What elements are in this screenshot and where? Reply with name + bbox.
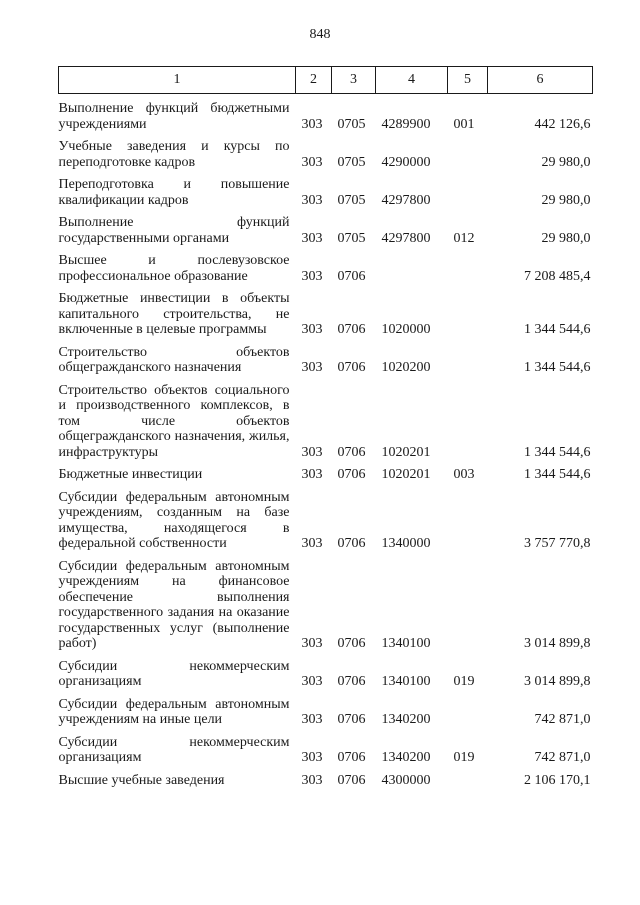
table-row (59, 139, 593, 177)
row-col-3: 0705 (337, 154, 366, 170)
header-col-3: 3 (332, 67, 376, 94)
table-row (59, 490, 593, 559)
row-col-3: 0706 (337, 360, 366, 375)
row-amount: 29 980,0 (541, 192, 591, 208)
row-name: Выполнение функций государственными органами (58, 215, 290, 246)
row-col-4: 1340200 (381, 750, 431, 765)
row-col-5 (448, 383, 488, 468)
row-col-4: 4300000 (381, 772, 431, 788)
row-col-5: 001 (453, 116, 475, 132)
row-col-3: 0705 (337, 230, 366, 246)
row-name: Выполнение функций бюджетными учреждениями (58, 101, 290, 132)
table-row (59, 383, 593, 468)
row-col-3: 0706 (337, 322, 366, 337)
row-col-4: 4289900 (381, 116, 431, 132)
table-row (59, 697, 593, 735)
row-name: Строительство объектов социального и производственного комплексов, в том числе объектов общегражданского назначения, жилья, инфраструктуры (58, 382, 290, 460)
row-amount: 7 208 485,4 (524, 268, 591, 284)
row-amount: 2 106 170,1 (524, 772, 591, 788)
row-col-2: 303 (301, 444, 323, 460)
row-col-4: 1340100 (381, 636, 431, 651)
row-amount: 3 014 899,8 (524, 636, 591, 651)
row-name: Субсидии федеральным автономным учреждениям на иные цели (58, 696, 290, 727)
row-col-4: 1020000 (381, 322, 431, 337)
header-col-1: 1 (59, 67, 296, 94)
row-col-4: 4297800 (381, 230, 431, 246)
row-col-2: 303 (301, 360, 323, 375)
row-col-5 (448, 773, 488, 796)
header-col-6: 6 (488, 67, 593, 94)
row-col-3: 0706 (337, 536, 366, 551)
row-col-5 (448, 559, 488, 659)
table-row (59, 345, 593, 383)
row-col-4 (376, 253, 448, 291)
row-name: Высшие учебные заведения (58, 772, 225, 788)
header-col-5: 5 (448, 67, 488, 94)
row-col-4: 4290000 (381, 154, 431, 170)
table-row (59, 467, 593, 490)
row-col-2: 303 (301, 750, 323, 765)
row-col-2: 303 (301, 230, 323, 246)
row-amount: 1 344 544,6 (524, 467, 591, 482)
row-name: Переподготовка и повышение квалификации кадров (58, 177, 290, 208)
row-col-3: 0706 (337, 636, 366, 651)
header-col-2: 2 (296, 67, 332, 94)
row-col-2: 303 (301, 192, 323, 208)
row-name: Учебные заведения и курсы по переподготовке кадров (58, 139, 290, 170)
row-col-2: 303 (301, 268, 323, 284)
row-name: Строительство объектов общегражданского назначения (58, 344, 290, 375)
row-name: Субсидии федеральным автономным учреждениям на финансовое обеспечение выполнения государственного задания на оказание государственных услуг (выполнение работ) (58, 558, 290, 651)
row-col-3: 0706 (337, 268, 366, 284)
table-row (59, 659, 593, 697)
budget-table (58, 66, 593, 795)
table-row (59, 215, 593, 253)
table-body (59, 94, 593, 796)
row-amount: 742 871,0 (534, 712, 591, 727)
row-col-5: 012 (453, 230, 475, 246)
row-col-2: 303 (301, 467, 323, 482)
row-col-3: 0706 (337, 712, 366, 727)
row-col-4: 1340200 (381, 712, 431, 727)
row-col-3: 0706 (337, 444, 366, 460)
table-row (59, 94, 593, 140)
row-col-5 (448, 291, 488, 345)
row-amount: 742 871,0 (534, 750, 591, 765)
row-name: Субсидии некоммерческим организациям (58, 658, 290, 689)
row-name: Бюджетные инвестиции в объекты капитального строительства, не включенные в целевые программы (58, 291, 290, 337)
row-col-4: 1340100 (381, 674, 431, 689)
row-amount: 29 980,0 (541, 154, 591, 170)
header-row (59, 67, 593, 94)
page-number: 848 (309, 27, 331, 42)
row-col-5 (448, 253, 488, 291)
table-row (59, 735, 593, 773)
row-col-3: 0706 (337, 750, 366, 765)
row-col-4: 1020200 (381, 360, 431, 375)
row-col-2: 303 (301, 116, 323, 132)
row-col-5 (448, 490, 488, 559)
row-amount: 442 126,6 (534, 116, 591, 132)
row-col-2: 303 (301, 674, 323, 689)
table-row (59, 773, 593, 796)
row-amount: 29 980,0 (541, 230, 591, 246)
row-col-5 (448, 139, 488, 177)
row-col-4: 1020201 (381, 467, 431, 482)
row-amount: 3 757 770,8 (524, 536, 591, 551)
row-col-5: 003 (453, 467, 475, 482)
row-name: Высшее и послевузовское профессиональное образование (58, 253, 290, 284)
row-col-3: 0706 (337, 674, 366, 689)
row-col-2: 303 (301, 712, 323, 727)
header-col-4: 4 (376, 67, 448, 94)
row-col-3: 0706 (337, 772, 366, 788)
table-row (59, 559, 593, 659)
row-col-5: 019 (453, 750, 475, 765)
row-col-2: 303 (301, 536, 323, 551)
row-amount: 1 344 544,6 (524, 322, 591, 337)
table-header (59, 67, 593, 94)
row-col-2: 303 (301, 154, 323, 170)
row-col-3: 0706 (337, 467, 366, 482)
row-col-2: 303 (301, 772, 323, 788)
row-col-5: 019 (453, 674, 475, 689)
table-row (59, 253, 593, 291)
row-amount: 1 344 544,6 (524, 444, 591, 460)
row-name: Субсидии федеральным автономным учреждениям, созданным на базе имущества, находящегося в федеральной собственности (58, 489, 290, 551)
table-row (59, 291, 593, 345)
row-col-4: 1340000 (381, 536, 431, 551)
row-name: Бюджетные инвестиции (58, 467, 203, 482)
table-row (59, 177, 593, 215)
row-col-5 (448, 697, 488, 735)
row-name: Субсидии некоммерческим организациям (58, 734, 290, 765)
row-col-4: 4297800 (381, 192, 431, 208)
row-col-3: 0705 (337, 116, 366, 132)
row-col-3: 0705 (337, 192, 366, 208)
row-amount: 3 014 899,8 (524, 674, 591, 689)
row-col-5 (448, 345, 488, 383)
row-col-4: 1020201 (381, 444, 431, 460)
row-col-5 (448, 177, 488, 215)
row-col-2: 303 (301, 322, 323, 337)
row-amount: 1 344 544,6 (524, 360, 591, 375)
row-col-2: 303 (301, 636, 323, 651)
